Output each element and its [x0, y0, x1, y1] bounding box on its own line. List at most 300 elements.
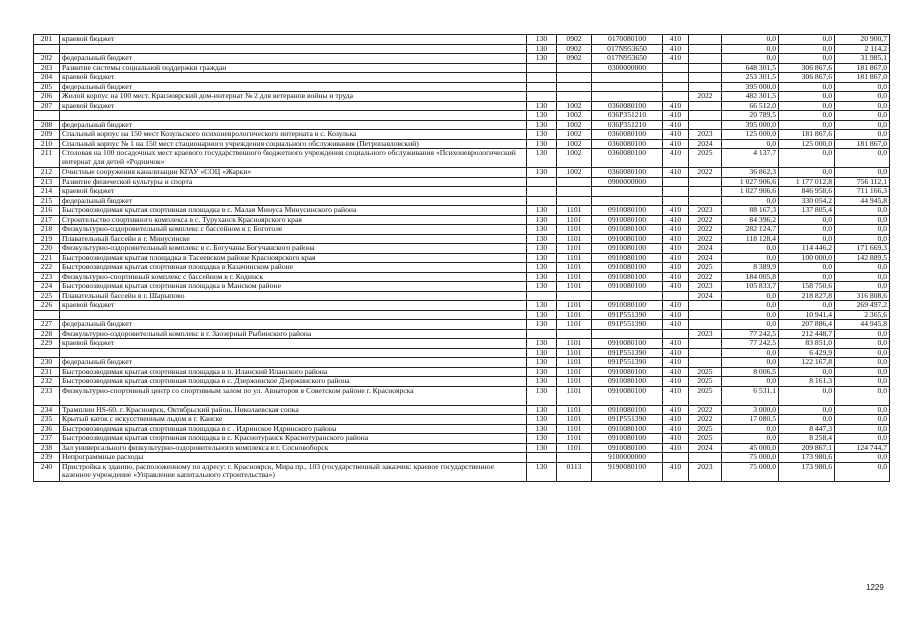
cell-year: [689, 339, 722, 349]
cell-gr: 130: [527, 111, 557, 121]
cell-rz: 1002: [557, 168, 592, 178]
cell-cs: 0910080100: [592, 244, 663, 254]
table-row: [34, 82, 890, 92]
cell-vr: 410: [663, 225, 689, 235]
cell-value-3: 181 867,0: [835, 73, 890, 83]
table-row: [34, 424, 890, 434]
cell-gr: 130: [527, 253, 557, 263]
cell-year: 2025: [689, 367, 722, 377]
cell-value-1: 105 833,7: [722, 282, 779, 292]
page-number: 1229: [866, 583, 884, 592]
cell-value-3: 171 669,3: [835, 244, 890, 254]
cell-value-3: 0,0: [835, 453, 890, 463]
cell-cs: 091P551390: [592, 310, 663, 320]
cell-gr: [527, 453, 557, 463]
cell-gr: [527, 63, 557, 73]
table-row: [34, 434, 890, 444]
row-name: Столовая на 100 посадочных мест краевого государственного бюджетного учреждения социального обслуживания «Психоневрологический интернат для детей «Родничок»: [60, 149, 527, 168]
cell-vr: 410: [663, 301, 689, 311]
cell-year: [689, 120, 722, 130]
cell-value-3: 0,0: [835, 225, 890, 235]
cell-gr: 130: [527, 358, 557, 368]
row-name: Физкультурно-спортивный центр со спортивным залом по ул. Авиаторов в Советском районе г. Красноярска: [60, 386, 527, 405]
cell-rz: 1101: [557, 263, 592, 273]
cell-vr: 410: [663, 263, 689, 273]
cell-value-1: 45 000,0: [722, 443, 779, 453]
row-name: [60, 44, 527, 54]
cell-year: 2024: [689, 139, 722, 149]
row-name: Быстровозводимая крытая спортивная площадка в с. Малая Минуса Минусинского района: [60, 206, 527, 216]
cell-gr: 130: [527, 139, 557, 149]
cell-value-2: 0,0: [779, 301, 835, 311]
row-number: 236: [34, 424, 60, 434]
table-row: [34, 377, 890, 387]
table-row: [34, 73, 890, 83]
cell-gr: [527, 177, 557, 187]
row-name: федеральный бюджет: [60, 120, 527, 130]
cell-value-1: 1 027 906,6: [722, 177, 779, 187]
cell-gr: 130: [527, 434, 557, 444]
cell-vr: 410: [663, 339, 689, 349]
cell-vr: 410: [663, 434, 689, 444]
row-number: 235: [34, 415, 60, 425]
cell-rz: 1101: [557, 272, 592, 282]
cell-gr: 130: [527, 339, 557, 349]
cell-year: [689, 82, 722, 92]
cell-value-3: 756 112,1: [835, 177, 890, 187]
cell-value-1: 0,0: [722, 348, 779, 358]
cell-value-3: 0,0: [835, 377, 890, 387]
cell-gr: 130: [527, 120, 557, 130]
cell-value-1: 184 005,8: [722, 272, 779, 282]
cell-value-3: 0,0: [835, 462, 890, 481]
cell-value-2: 0,0: [779, 44, 835, 54]
table-row: [34, 320, 890, 330]
cell-gr: 130: [527, 310, 557, 320]
row-name: Быстровозводимая крытая спортивная площадка в с. Дзержинское Дзержинского района: [60, 377, 527, 387]
cell-year: [689, 187, 722, 197]
row-name: федеральный бюджет: [60, 358, 527, 368]
cell-cs: 0910080100: [592, 206, 663, 216]
cell-year: [689, 177, 722, 187]
cell-gr: [527, 73, 557, 83]
row-number: 202: [34, 54, 60, 64]
cell-year: 2022: [689, 215, 722, 225]
cell-rz: 0902: [557, 44, 592, 54]
cell-value-3: 0,0: [835, 272, 890, 282]
cell-rz: [557, 73, 592, 83]
row-name: федеральный бюджет: [60, 82, 527, 92]
cell-vr: [663, 73, 689, 83]
table-row: [34, 263, 890, 273]
cell-value-1: 0,0: [722, 301, 779, 311]
cell-vr: [663, 92, 689, 102]
row-name: Быстровозводимая крытая спортивная площадка в Манском районе: [60, 282, 527, 292]
cell-rz: 0902: [557, 54, 592, 64]
cell-value-2: 0,0: [779, 415, 835, 425]
cell-value-2: 0,0: [779, 234, 835, 244]
cell-cs: [592, 73, 663, 83]
cell-rz: 1101: [557, 443, 592, 453]
cell-cs: 091P551390: [592, 358, 663, 368]
cell-cs: 0910080100: [592, 434, 663, 444]
cell-value-1: 648 301,5: [722, 63, 779, 73]
cell-rz: 1002: [557, 111, 592, 121]
cell-vr: 410: [663, 253, 689, 263]
cell-value-2: 212 448,7: [779, 329, 835, 339]
cell-year: 2023: [689, 206, 722, 216]
cell-vr: 410: [663, 44, 689, 54]
cell-vr: 410: [663, 244, 689, 254]
row-number: 221: [34, 253, 60, 263]
cell-value-3: 0,0: [835, 415, 890, 425]
row-number: 229: [34, 339, 60, 349]
cell-cs: 0360080100: [592, 139, 663, 149]
cell-cs: 0910080100: [592, 234, 663, 244]
row-name: Очистные сооружения канализации КГАУ «СОЦ «Жарки»: [60, 168, 527, 178]
cell-rz: 1101: [557, 405, 592, 415]
cell-gr: [527, 291, 557, 301]
row-number: 220: [34, 244, 60, 254]
cell-value-1: 66 512,0: [722, 101, 779, 111]
cell-value-3: 269 497,2: [835, 301, 890, 311]
row-name: Физкультурно-спортивный комплекс с бассейном в г. Кодинск: [60, 272, 527, 282]
cell-year: [689, 44, 722, 54]
cell-value-1: 282 124,7: [722, 225, 779, 235]
cell-cs: 036P351210: [592, 120, 663, 130]
cell-value-3: 124 744,7: [835, 443, 890, 453]
cell-vr: [663, 453, 689, 463]
cell-vr: 410: [663, 139, 689, 149]
table-row: [34, 301, 890, 311]
table-row: [34, 35, 890, 45]
cell-value-2: 306 867,6: [779, 63, 835, 73]
table-row: [34, 111, 890, 121]
cell-gr: 130: [527, 415, 557, 425]
cell-rz: [557, 63, 592, 73]
table-row: [34, 101, 890, 111]
cell-value-1: 88 167,3: [722, 206, 779, 216]
cell-value-1: 0,0: [722, 291, 779, 301]
cell-value-2: 122 167,8: [779, 358, 835, 368]
cell-value-1: 0,0: [722, 424, 779, 434]
row-number: 205: [34, 82, 60, 92]
cell-vr: 410: [663, 462, 689, 481]
cell-value-3: 0,0: [835, 358, 890, 368]
row-name: Плавательный бассейн в г. Минусинске: [60, 234, 527, 244]
cell-vr: [663, 187, 689, 197]
cell-cs: 0910080100: [592, 405, 663, 415]
cell-vr: 410: [663, 415, 689, 425]
cell-year: 2022: [689, 405, 722, 415]
row-name: краевой бюджет: [60, 73, 527, 83]
row-number: [34, 348, 60, 358]
cell-rz: 1002: [557, 130, 592, 140]
cell-value-3: 0,0: [835, 82, 890, 92]
row-number: 203: [34, 63, 60, 73]
cell-value-3: 0,0: [835, 168, 890, 178]
cell-value-1: 1 027 906,6: [722, 187, 779, 197]
cell-cs: 0170080100: [592, 35, 663, 45]
cell-gr: 130: [527, 424, 557, 434]
row-name: Быстровозводимая крытая спортивная площадка в с. Краснотуранск Краснотуранского района: [60, 434, 527, 444]
cell-value-2: 0,0: [779, 405, 835, 415]
cell-gr: 130: [527, 149, 557, 168]
row-name: Развитие физической культуры и спорта: [60, 177, 527, 187]
row-number: 233: [34, 386, 60, 405]
row-name: Трамплин HS-60. г. Красноярск, Октябрьский район, Николаевская сопка: [60, 405, 527, 415]
cell-year: 2025: [689, 424, 722, 434]
table-row: [34, 310, 890, 320]
cell-value-2: 137 805,4: [779, 206, 835, 216]
cell-value-1: 84 396,2: [722, 215, 779, 225]
cell-value-1: 395 000,0: [722, 82, 779, 92]
cell-vr: 410: [663, 54, 689, 64]
cell-value-1: 0,0: [722, 434, 779, 444]
cell-year: 2024: [689, 244, 722, 254]
cell-rz: 1101: [557, 282, 592, 292]
cell-gr: 130: [527, 206, 557, 216]
cell-cs: 0910080100: [592, 282, 663, 292]
table-row: [34, 415, 890, 425]
cell-gr: 130: [527, 377, 557, 387]
cell-cs: 0910080100: [592, 386, 663, 405]
cell-gr: 130: [527, 130, 557, 140]
table-row: [34, 358, 890, 368]
cell-gr: 130: [527, 234, 557, 244]
cell-value-2: 0,0: [779, 54, 835, 64]
cell-value-3: 0,0: [835, 92, 890, 102]
cell-year: 2022: [689, 225, 722, 235]
table-row: [34, 339, 890, 349]
cell-year: 2023: [689, 329, 722, 339]
cell-year: 2024: [689, 291, 722, 301]
cell-value-3: 0,0: [835, 101, 890, 111]
cell-value-2: 173 980,6: [779, 453, 835, 463]
cell-vr: 410: [663, 348, 689, 358]
cell-gr: 130: [527, 386, 557, 405]
cell-vr: 410: [663, 206, 689, 216]
cell-value-2: 0,0: [779, 82, 835, 92]
cell-cs: [592, 291, 663, 301]
cell-value-1: 0,0: [722, 244, 779, 254]
cell-value-3: 711 166,3: [835, 187, 890, 197]
cell-year: [689, 310, 722, 320]
table-row: [34, 443, 890, 453]
cell-value-2: 158 750,6: [779, 282, 835, 292]
cell-value-2: 173 980,6: [779, 462, 835, 481]
cell-value-3: 0,0: [835, 215, 890, 225]
cell-value-3: 2 114,2: [835, 44, 890, 54]
row-name: федеральный бюджет: [60, 196, 527, 206]
cell-vr: 410: [663, 443, 689, 453]
cell-cs: 0360080100: [592, 149, 663, 168]
row-name: Жилой корпус на 100 мест. Красноярский дом-интернат № 2 для ветеранов войны и труда: [60, 92, 527, 102]
cell-gr: 130: [527, 348, 557, 358]
cell-vr: 410: [663, 424, 689, 434]
row-number: 210: [34, 139, 60, 149]
cell-value-1: 0,0: [722, 320, 779, 330]
cell-vr: 410: [663, 272, 689, 282]
cell-vr: [663, 82, 689, 92]
cell-year: 2025: [689, 377, 722, 387]
row-number: 219: [34, 234, 60, 244]
cell-value-2: 0,0: [779, 215, 835, 225]
row-name: Спальный корпус № 1 на 150 мест стационарного учреждения социального обслуживания (Петропавловский): [60, 139, 527, 149]
cell-year: [689, 73, 722, 83]
cell-cs: 091P551390: [592, 320, 663, 330]
cell-vr: [663, 63, 689, 73]
cell-value-3: 181 867,0: [835, 139, 890, 149]
cell-value-3: 0,0: [835, 263, 890, 273]
cell-value-2: 1 177 012,8: [779, 177, 835, 187]
cell-rz: 1101: [557, 225, 592, 235]
cell-value-3: 142 889,5: [835, 253, 890, 263]
row-name: краевой бюджет: [60, 35, 527, 45]
cell-gr: 130: [527, 54, 557, 64]
cell-value-2: 0,0: [779, 92, 835, 102]
cell-year: 2025: [689, 263, 722, 273]
cell-cs: 017N953650: [592, 44, 663, 54]
cell-gr: 130: [527, 35, 557, 45]
cell-cs: 0360080100: [592, 101, 663, 111]
table-row: [34, 196, 890, 206]
table-row: [34, 187, 890, 197]
row-number: 227: [34, 320, 60, 330]
cell-rz: 1101: [557, 234, 592, 244]
cell-year: [689, 320, 722, 330]
table-row: [34, 168, 890, 178]
cell-cs: 0910080100: [592, 215, 663, 225]
cell-vr: [663, 291, 689, 301]
cell-value-2: 0,0: [779, 272, 835, 282]
row-name: краевой бюджет: [60, 301, 527, 311]
cell-rz: 1101: [557, 348, 592, 358]
cell-gr: 130: [527, 301, 557, 311]
table-row: [34, 272, 890, 282]
cell-vr: 410: [663, 234, 689, 244]
cell-year: 2023: [689, 130, 722, 140]
table-row: [34, 282, 890, 292]
cell-value-1: 17 080,5: [722, 415, 779, 425]
cell-cs: 0910080100: [592, 339, 663, 349]
cell-value-2: 207 886,4: [779, 320, 835, 330]
cell-cs: 9190080100: [592, 462, 663, 481]
table-row: [34, 367, 890, 377]
row-name: Быстровозводимая крытая спортивная площадка в Казачинском районе: [60, 263, 527, 273]
cell-vr: [663, 196, 689, 206]
row-name: краевой бюджет: [60, 101, 527, 111]
cell-value-1: 0,0: [722, 377, 779, 387]
row-number: 209: [34, 130, 60, 140]
cell-gr: 130: [527, 101, 557, 111]
table-row: [34, 139, 890, 149]
cell-value-3: 0,0: [835, 405, 890, 415]
cell-cs: 036P351210: [592, 111, 663, 121]
cell-value-3: 0,0: [835, 329, 890, 339]
cell-year: 2025: [689, 434, 722, 444]
row-number: 204: [34, 73, 60, 83]
cell-rz: [557, 187, 592, 197]
row-number: [34, 111, 60, 121]
row-name: Быстровозводимая крытая площадка в Тасеевском районе Красноярского края: [60, 253, 527, 263]
cell-value-1: 75 000,0: [722, 453, 779, 463]
table-row: [34, 453, 890, 463]
row-name: [60, 348, 527, 358]
cell-gr: [527, 329, 557, 339]
row-name: Спальный корпус на 150 мест Козульского психоневрологического интерната в с. Козулька: [60, 130, 527, 140]
cell-year: [689, 453, 722, 463]
table-row: [34, 206, 890, 216]
cell-cs: 0910080100: [592, 367, 663, 377]
cell-vr: 410: [663, 405, 689, 415]
cell-gr: [527, 187, 557, 197]
row-number: 218: [34, 225, 60, 235]
cell-value-2: 0,0: [779, 111, 835, 121]
row-name: Развитие системы социальной поддержки граждан: [60, 63, 527, 73]
cell-vr: 410: [663, 358, 689, 368]
cell-gr: 130: [527, 320, 557, 330]
cell-value-2: 0,0: [779, 168, 835, 178]
cell-gr: 130: [527, 282, 557, 292]
cell-value-1: 36 862,3: [722, 168, 779, 178]
cell-year: [689, 54, 722, 64]
cell-vr: 410: [663, 168, 689, 178]
row-number: 214: [34, 187, 60, 197]
cell-rz: 1101: [557, 244, 592, 254]
cell-cs: 0300000000: [592, 63, 663, 73]
cell-cs: 0360080100: [592, 130, 663, 140]
cell-value-2: 8 447,3: [779, 424, 835, 434]
cell-value-2: 10 941,4: [779, 310, 835, 320]
table-body: [34, 35, 890, 482]
cell-year: 2022: [689, 92, 722, 102]
cell-value-3: 44 945,8: [835, 320, 890, 330]
cell-rz: 1101: [557, 206, 592, 216]
cell-gr: 130: [527, 367, 557, 377]
cell-value-3: 44 945,8: [835, 196, 890, 206]
row-name: Физкультурно-оздоровительный комплекс в с. Богучаны Богучанского района: [60, 244, 527, 254]
row-name: краевой бюджет: [60, 187, 527, 197]
row-name: Непрограммные расходы: [60, 453, 527, 463]
cell-year: 2022: [689, 168, 722, 178]
row-number: 208: [34, 120, 60, 130]
cell-rz: [557, 92, 592, 102]
cell-value-3: 0,0: [835, 234, 890, 244]
cell-cs: 0910080100: [592, 272, 663, 282]
cell-value-1: 253 301,5: [722, 73, 779, 83]
table-row: [34, 177, 890, 187]
cell-rz: [557, 82, 592, 92]
cell-gr: 130: [527, 462, 557, 481]
cell-value-1: 8 389,9: [722, 263, 779, 273]
cell-rz: [557, 196, 592, 206]
cell-value-1: 118 128,4: [722, 234, 779, 244]
row-number: 237: [34, 434, 60, 444]
cell-vr: 410: [663, 149, 689, 168]
row-name: Физкультурно-оздоровительный комплекс в г. Заозерный Рыбинского района: [60, 329, 527, 339]
table-row: [34, 405, 890, 415]
cell-year: [689, 358, 722, 368]
cell-gr: [527, 82, 557, 92]
table-row: [34, 244, 890, 254]
cell-vr: 410: [663, 111, 689, 121]
row-number: 226: [34, 301, 60, 311]
cell-value-3: 0,0: [835, 111, 890, 121]
cell-value-3: 0,0: [835, 424, 890, 434]
cell-rz: 1101: [557, 301, 592, 311]
cell-rz: 1002: [557, 149, 592, 168]
